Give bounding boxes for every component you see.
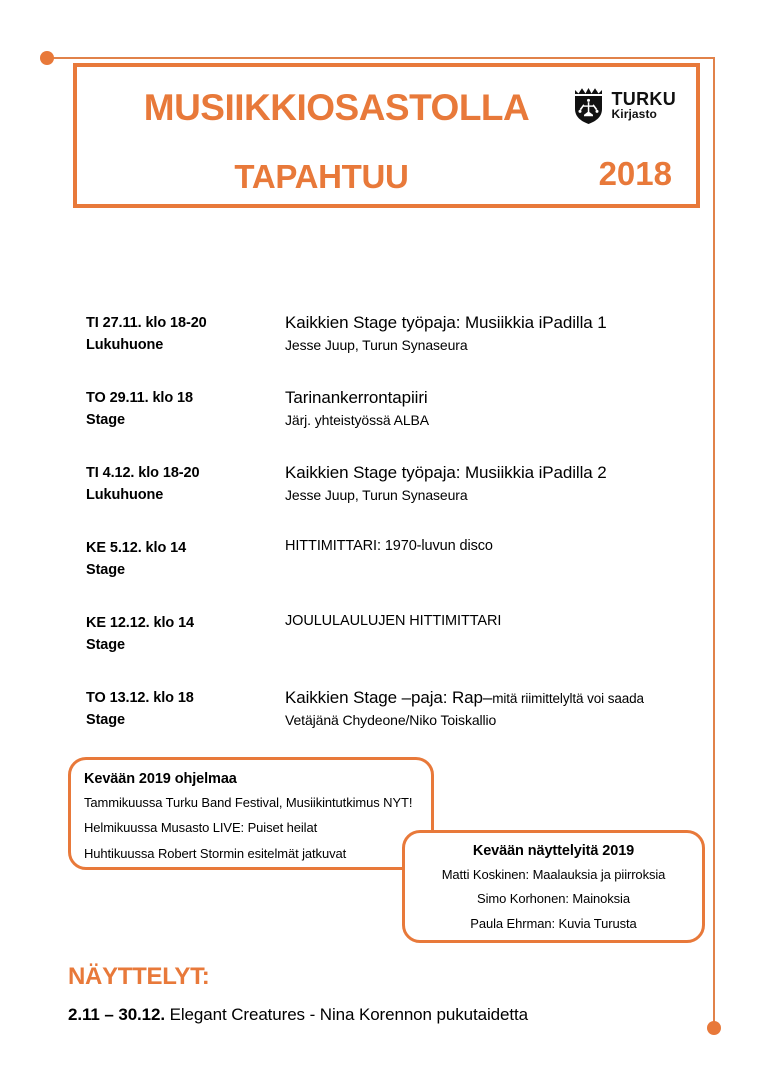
event-date: TI 4.12. klo 18-20 bbox=[86, 464, 200, 481]
event-row bbox=[86, 387, 696, 432]
event-what bbox=[285, 312, 696, 356]
event-subtitle: Järj. yhteistyössä ALBA bbox=[285, 412, 429, 429]
event-date: KE 12.12. klo 14 bbox=[86, 614, 195, 631]
exhibitions-entry bbox=[68, 1005, 528, 1025]
event-row bbox=[86, 687, 696, 732]
event-date: TO 29.11. klo 18 bbox=[86, 389, 193, 406]
decorative-dot-end bbox=[707, 1021, 721, 1035]
spring-program-line: Helmikuussa Musasto LIVE: Puiset heilat bbox=[84, 820, 318, 836]
spring-program-line: Tammikuussa Turku Band Festival, Musiikintutkimus NYT! bbox=[84, 795, 413, 810]
event-what bbox=[285, 612, 696, 630]
event-what bbox=[285, 687, 696, 731]
spring-program-heading: Kevään 2019 ohjelmaa bbox=[84, 771, 237, 787]
spring-exhibitions-line: Matti Koskinen: Maalauksia ja piirroksia bbox=[441, 867, 666, 882]
turku-library-logo bbox=[572, 85, 677, 125]
exhibitions-description: Elegant Creatures - Nina Korennon pukutaidetta bbox=[169, 1005, 528, 1024]
event-subtitle: Jesse Juup, Turun Synaseura bbox=[285, 337, 468, 354]
event-title: JOULULAULUJEN HITTIMITTARI bbox=[285, 612, 502, 629]
events-list bbox=[86, 312, 696, 762]
spring-exhibitions-heading: Kevään näyttelyitä 2019 bbox=[472, 843, 635, 859]
event-title bbox=[285, 687, 696, 708]
event-when bbox=[86, 387, 285, 432]
page-title-line1: MUSIIKKIOSASTOLLA bbox=[143, 87, 530, 128]
event-row bbox=[86, 312, 696, 357]
exhibitions-dates: 2.11 – 30.12. bbox=[68, 1005, 166, 1024]
header-box bbox=[73, 63, 700, 208]
decorative-horizontal-rule bbox=[46, 57, 715, 59]
event-when bbox=[86, 612, 285, 657]
spring-exhibitions-line: Simo Korhonen: Mainoksia bbox=[477, 891, 630, 907]
event-date: TO 13.12. klo 18 bbox=[86, 689, 194, 706]
event-place: Stage bbox=[86, 562, 125, 579]
logo-primary-text: TURKU bbox=[611, 88, 676, 109]
event-row bbox=[86, 462, 696, 507]
event-place: Lukuhuone bbox=[86, 337, 164, 354]
event-what bbox=[285, 387, 696, 431]
event-place: Stage bbox=[86, 637, 125, 654]
event-place: Stage bbox=[86, 712, 125, 729]
spring-program-line: Huhtikuussa Robert Stormin esitelmät jatkuvat bbox=[84, 845, 347, 861]
spring-program-content bbox=[68, 757, 434, 870]
event-title: Kaikkien Stage työpaja: Musiikkia iPadilla 2 bbox=[285, 462, 607, 482]
event-date: KE 5.12. klo 14 bbox=[86, 539, 187, 556]
event-title-tail: mitä riimittelyltä voi saada bbox=[492, 690, 644, 706]
logo-secondary-text: Kirjasto bbox=[611, 107, 657, 122]
event-what bbox=[285, 537, 696, 555]
exhibitions-heading: NÄYTTELYT: bbox=[68, 963, 210, 990]
page-title-line2: TAPAHTUU bbox=[234, 158, 409, 195]
event-when bbox=[86, 687, 285, 732]
event-what bbox=[285, 462, 696, 506]
decorative-vertical-rule bbox=[713, 57, 715, 1028]
turku-coat-of-arms-icon bbox=[572, 85, 605, 125]
event-place: Stage bbox=[86, 412, 125, 429]
event-title: Tarinankerrontapiiri bbox=[285, 387, 428, 407]
event-title: Kaikkien Stage työpaja: Musiikkia iPadilla 1 bbox=[285, 313, 607, 332]
event-subtitle: Jesse Juup, Turun Synaseura bbox=[285, 487, 468, 504]
event-when bbox=[86, 537, 285, 582]
spring-exhibitions-line: Paula Ehrman: Kuvia Turusta bbox=[470, 915, 637, 931]
decorative-dot-start bbox=[40, 51, 54, 65]
page-year: 2018 bbox=[598, 155, 672, 192]
event-title-main: Kaikkien Stage –paja: Rap– bbox=[285, 687, 493, 707]
event-when bbox=[86, 312, 285, 357]
event-title: HITTIMITTARI: 1970-luvun disco bbox=[285, 537, 493, 554]
event-subtitle: Vetäjänä Chydeone/Niko Toiskallio bbox=[285, 711, 497, 728]
event-when bbox=[86, 462, 285, 507]
event-date: TI 27.11. klo 18-20 bbox=[86, 315, 207, 331]
spring-exhibitions-content bbox=[402, 830, 705, 943]
event-place: Lukuhuone bbox=[86, 487, 164, 504]
event-row bbox=[86, 612, 696, 657]
logo-wordmark bbox=[612, 90, 677, 121]
event-row bbox=[86, 537, 696, 582]
